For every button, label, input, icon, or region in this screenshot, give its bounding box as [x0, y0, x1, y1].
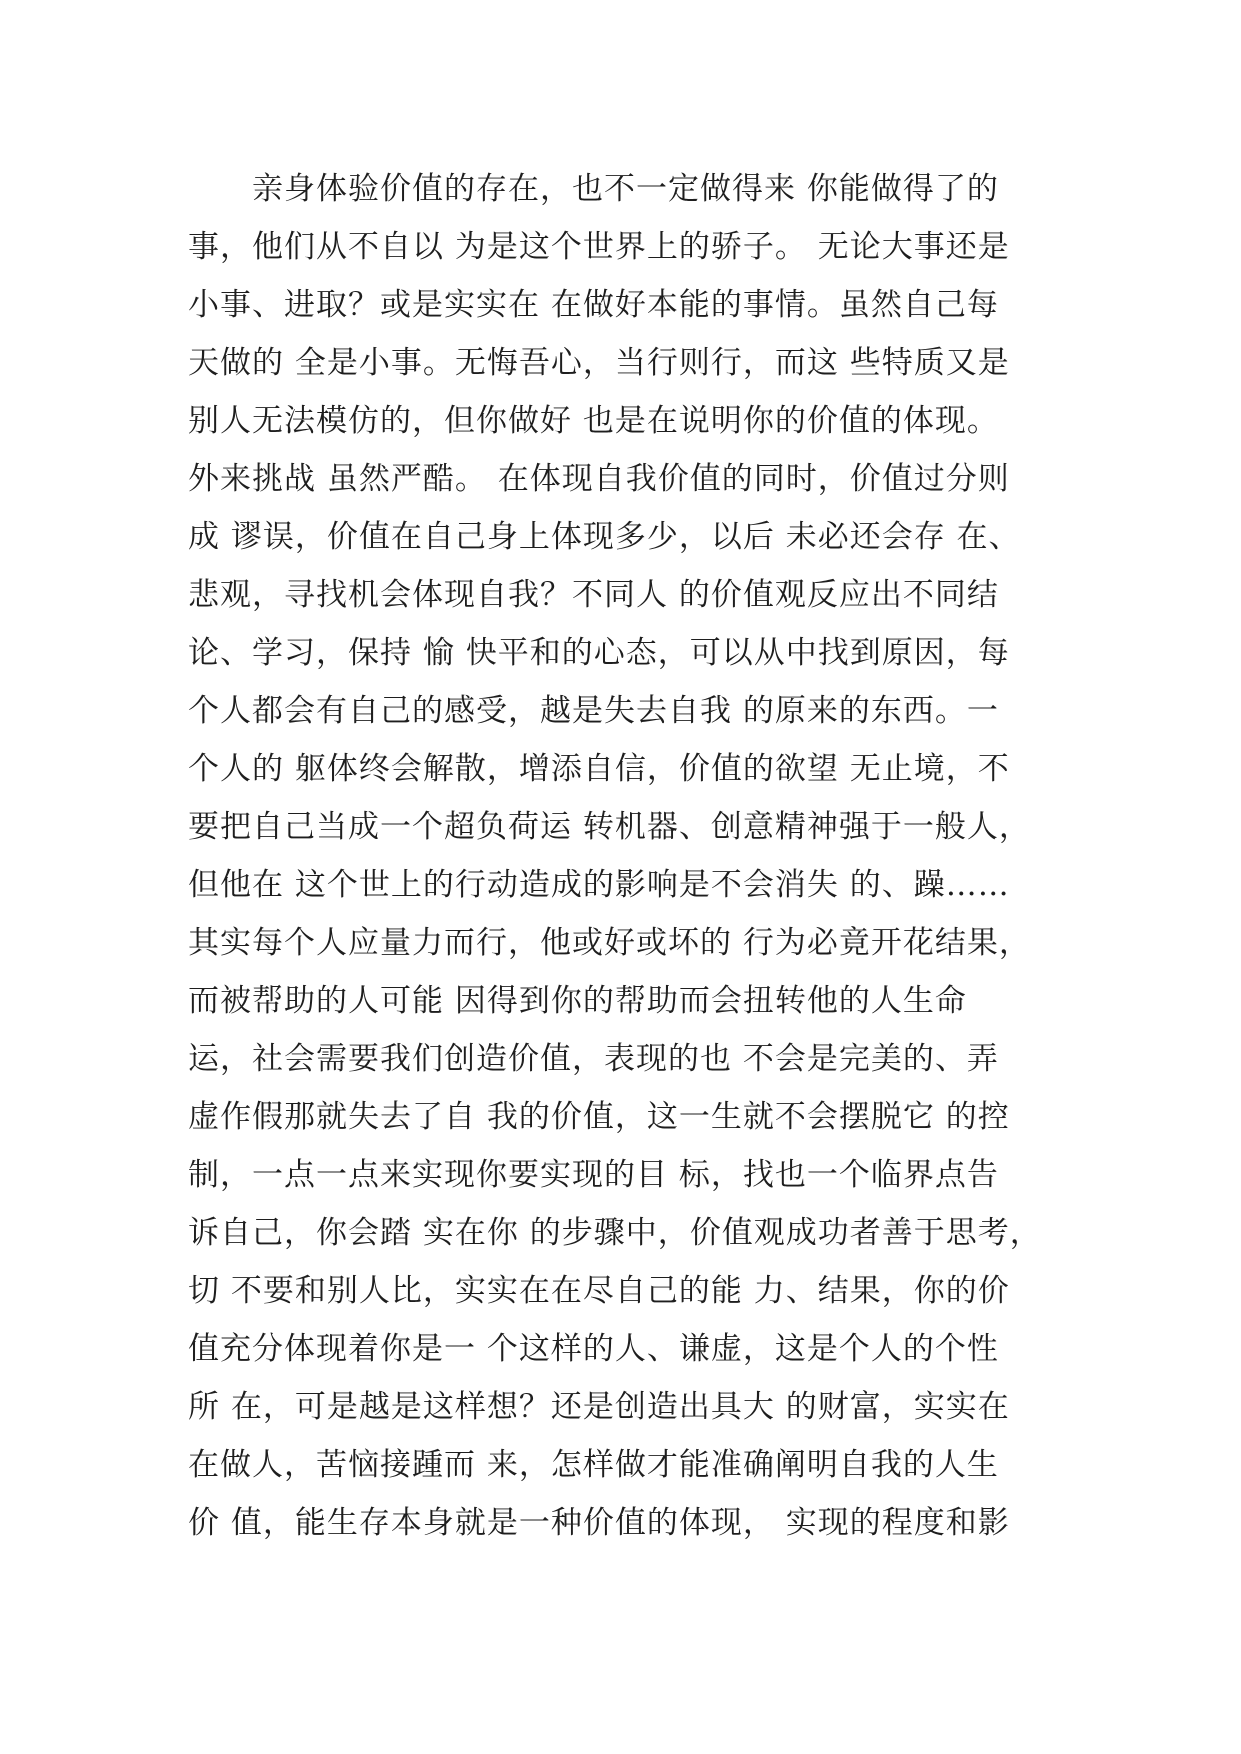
- text-line-18: 制，一点一点来实现你要实现的目 标，找也一个临界点告: [188, 1157, 999, 1193]
- text-line-9: 论、学习，保持 愉 快平和的心态，可以从中找到原因，每: [188, 635, 1010, 671]
- text-line-6: 外来挑战 虽然严酷。 在体现自我价值的同时，价值过分则: [188, 461, 1010, 497]
- text-line-16: 运，社会需要我们创造价值，表现的也 不会是完美的、弄: [188, 1041, 999, 1077]
- text-line-24: 价 值，能生存本身就是一种价值的体现， 实现的程度和影: [188, 1505, 1010, 1541]
- text-line-14: 其实每个人应量力而行，他或好或坏的 行为必竟开花结果，: [188, 925, 1031, 961]
- text-line-3: 小事、进取？或是实实在 在做好本能的事情。虽然自己每: [188, 287, 999, 323]
- text-line-4: 天做的 全是小事。无悔吾心，当行则行，而这 些特质又是: [188, 345, 1010, 381]
- text-line-13: 但他在 这个世上的行动造成的影响是不会消失 的、躁……: [188, 867, 1010, 903]
- text-line-8: 悲观，寻找机会体现自我？不同人 的价值观反应出不同结: [188, 577, 999, 613]
- text-line-22: 所 在，可是越是这样想？还是创造出具大 的财富，实实在: [188, 1389, 1010, 1425]
- text-line-5: 别人无法模仿的，但你做好 也是在说明你的价值的体现。: [188, 403, 999, 439]
- text-line-23: 在做人，苦恼接踵而 来，怎样做才能准确阐明自我的人生: [188, 1447, 999, 1483]
- text-line-2: 事，他们从不自以 为是这个世界上的骄子。 无论大事还是: [188, 229, 1010, 265]
- body-text: [188, 160, 1068, 1552]
- text-line-11: 个人的 躯体终会解散，增添自信，价值的欲望 无止境，不: [188, 751, 1010, 787]
- text-line-10: 个人都会有自己的感受，越是失去自我 的原来的东西。一: [188, 693, 999, 729]
- text-line-20: 切 不要和别人比，实实在在尽自己的能 力、结果，你的价: [188, 1273, 1010, 1309]
- text-line-15: 而被帮助的人可能 因得到你的帮助而会扭转他的人生命: [188, 983, 967, 1019]
- text-line-1: 亲身体验价值的存在，也不一定做得来 你能做得了的: [252, 171, 999, 207]
- text-line-21: 值充分体现着你是一 个这样的人、谦虚，这是个人的个性: [188, 1331, 999, 1367]
- text-line-12: 要把自己当成一个超负荷运 转机器、创意精神强于一般人，: [188, 809, 1031, 845]
- text-line-17: 虚作假那就失去了自 我的价值，这一生就不会摆脱它 的控: [188, 1099, 1010, 1135]
- text-line-7: 成 谬误，价值在自己身上体现多少，以后 未必还会存 在、: [188, 519, 1021, 555]
- text-line-19: 诉自己，你会踏 实在你 的步骤中，价值观成功者善于思考，: [188, 1215, 1042, 1251]
